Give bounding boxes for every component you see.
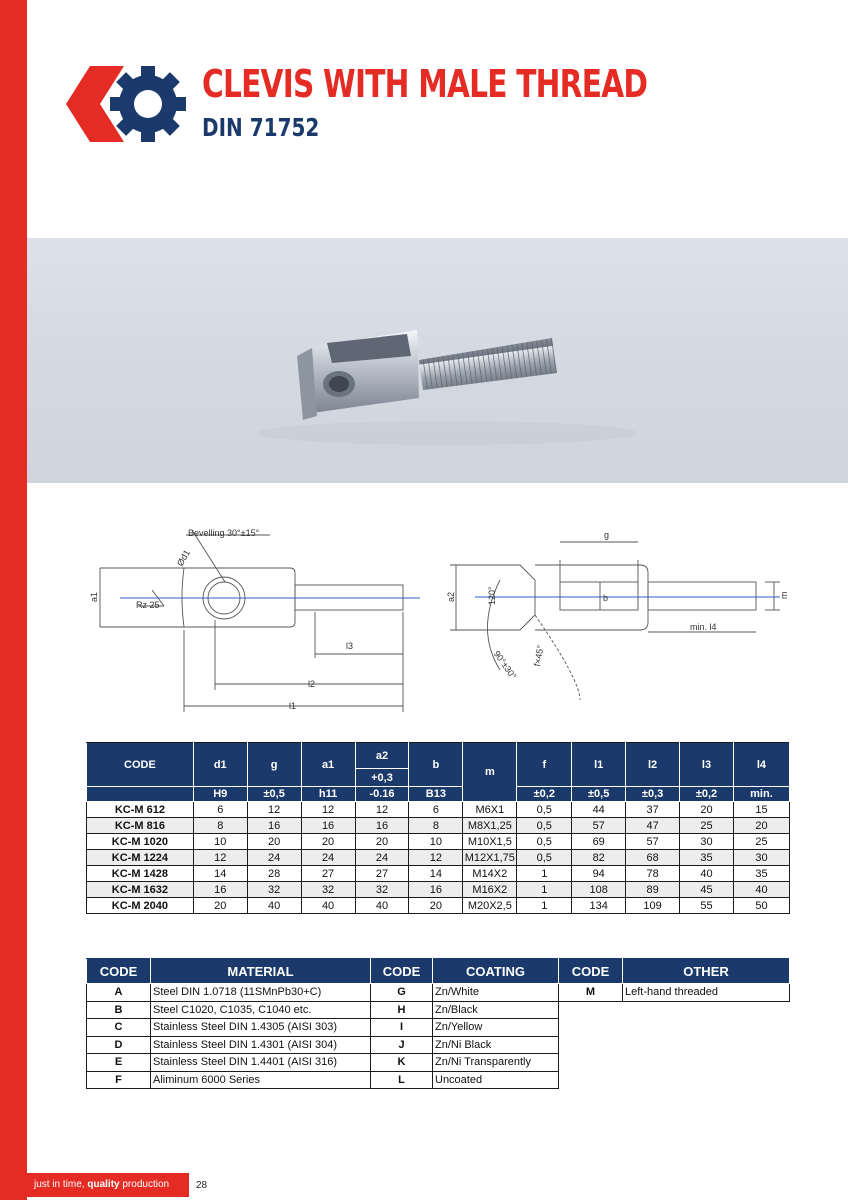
table-cell: 108 — [572, 882, 626, 898]
label-90: 90°±30° — [491, 648, 519, 681]
th-coating-code: CODE — [371, 959, 433, 984]
page-subtitle: DIN 71752 — [202, 113, 320, 142]
th-coating: COATING — [433, 959, 559, 984]
material-code: E — [87, 1054, 151, 1072]
table-cell: 30 — [733, 850, 789, 866]
material-code: A — [87, 984, 151, 1002]
table-cell: M8X1,25 — [463, 818, 517, 834]
table-cell: 16 — [247, 818, 301, 834]
table-cell: 16 — [409, 882, 463, 898]
table-cell: 109 — [626, 898, 680, 914]
table-cell: M14X2 — [463, 866, 517, 882]
table-row — [87, 850, 790, 866]
coating-name: Uncoated — [433, 1071, 559, 1089]
coating-code: H — [371, 1001, 433, 1019]
th-tol-code — [87, 787, 194, 802]
coating-name: Zn/Yellow — [433, 1019, 559, 1037]
label-g: g — [604, 530, 610, 540]
table-cell: 20 — [301, 834, 355, 850]
th-g: g — [247, 743, 301, 787]
table-cell: 40 — [355, 898, 409, 914]
coating-name: Zn/Black — [433, 1001, 559, 1019]
slogan-post: production — [119, 1179, 170, 1190]
table-cell: 44 — [572, 802, 626, 818]
table-cell: 25 — [733, 834, 789, 850]
material-name: Stainless Steel DIN 1.4401 (AISI 316) — [151, 1054, 371, 1072]
table-cell: 45 — [680, 882, 734, 898]
label-l3: l3 — [346, 641, 354, 651]
material-name: Aliminum 6000 Series — [151, 1071, 371, 1089]
table-cell: 12 — [409, 850, 463, 866]
material-code: F — [87, 1071, 151, 1089]
table-cell: 0,5 — [517, 818, 572, 834]
table-cell: 68 — [626, 850, 680, 866]
material-code: D — [87, 1036, 151, 1054]
label-a1: a1 — [89, 591, 99, 602]
table-cell: 12 — [193, 850, 247, 866]
table-cell: 15 — [733, 802, 789, 818]
empty-cell — [623, 1001, 790, 1019]
label-min-l4: min. l4 — [690, 622, 717, 632]
label-bevelling: Bevelling 30°±15° — [188, 528, 260, 538]
table-cell: 6 — [409, 802, 463, 818]
other-name: Left-hand threaded — [623, 984, 790, 1002]
table-cell: 20 — [247, 834, 301, 850]
table-cell: 35 — [733, 866, 789, 882]
material-code: C — [87, 1019, 151, 1037]
codes-table — [86, 958, 790, 1089]
empty-cell — [623, 1054, 790, 1072]
row-code: KC-M 1020 — [87, 834, 194, 850]
table-cell: M12X1,75 — [464, 851, 515, 864]
th-material-code: CODE — [87, 959, 151, 984]
table-cell: 57 — [626, 834, 680, 850]
material-name: Steel DIN 1.0718 (11SMnPb30+C) — [151, 984, 371, 1002]
table-cell: 40 — [733, 882, 789, 898]
table-cell: 78 — [626, 866, 680, 882]
table-cell: 0,5 — [517, 802, 572, 818]
table-cell: 0,5 — [517, 834, 572, 850]
table-cell: 16 — [355, 818, 409, 834]
empty-cell — [559, 1071, 623, 1089]
empty-cell — [559, 1036, 623, 1054]
table-cell: M16X2 — [463, 882, 517, 898]
th-a2: a2 — [355, 743, 409, 769]
th-l1: l1 — [572, 743, 626, 787]
table-cell: 14 — [409, 866, 463, 882]
table-cell: 32 — [355, 882, 409, 898]
table-cell: 16 — [301, 818, 355, 834]
label-fk45: f×45° — [532, 644, 546, 668]
material-code: B — [87, 1001, 151, 1019]
product-photo — [27, 238, 848, 483]
tol-l1: ±0,5 — [572, 787, 626, 802]
gear-logo-icon — [66, 64, 190, 144]
table-cell: 10 — [193, 834, 247, 850]
table-cell: 1 — [517, 866, 572, 882]
table-cell: 8 — [193, 818, 247, 834]
row-code: KC-M 1428 — [87, 866, 194, 882]
coating-code: J — [371, 1036, 433, 1054]
th-a1: a1 — [301, 743, 355, 787]
table-row — [87, 802, 790, 818]
other-code: M — [559, 984, 623, 1002]
table-row — [87, 898, 790, 914]
empty-cell — [559, 1054, 623, 1072]
table-row — [87, 866, 790, 882]
tol-b: B13 — [409, 787, 463, 802]
table-cell: 24 — [247, 850, 301, 866]
table-row — [87, 882, 790, 898]
coating-code: L — [371, 1071, 433, 1089]
table-cell: 94 — [572, 866, 626, 882]
table-cell: M10X1,5 — [463, 834, 517, 850]
codes-row — [87, 1071, 790, 1089]
technical-drawing — [80, 520, 800, 725]
table-cell: 20 — [733, 818, 789, 834]
material-name: Stainless Steel DIN 1.4301 (AISI 304) — [151, 1036, 371, 1054]
tol-l2: ±0,3 — [626, 787, 680, 802]
table-cell: 0,5 — [517, 850, 572, 866]
codes-row — [87, 984, 790, 1002]
table-cell: 40 — [680, 866, 734, 882]
tol-d1: H9 — [193, 787, 247, 802]
label-a2: a2 — [446, 591, 456, 602]
label-120: 120° — [487, 586, 497, 605]
th-l3: l3 — [680, 743, 734, 787]
table-cell: M6X1 — [463, 802, 517, 818]
tol-a1: h11 — [301, 787, 355, 802]
table-row — [87, 818, 790, 834]
material-name: Stainless Steel DIN 1.4305 (AISI 303) — [151, 1019, 371, 1037]
tol-g: ±0,5 — [247, 787, 301, 802]
coating-code: I — [371, 1019, 433, 1037]
dimensions-table — [86, 742, 790, 914]
table-cell: 1 — [517, 898, 572, 914]
coating-code: K — [371, 1054, 433, 1072]
codes-row — [87, 1001, 790, 1019]
page-title: CLEVIS WITH MALE THREAD — [202, 62, 648, 106]
table-cell: 20 — [355, 834, 409, 850]
table-cell: 8 — [409, 818, 463, 834]
table-cell: 1 — [517, 882, 572, 898]
coating-code: G — [371, 984, 433, 1002]
th-code: CODE — [87, 743, 194, 787]
table-cell: 28 — [247, 866, 301, 882]
tol-a2: -0.16 — [355, 787, 409, 802]
empty-cell — [623, 1036, 790, 1054]
tol-l4: min. — [733, 787, 789, 802]
slogan-pre: just in time, — [34, 1179, 88, 1190]
tol-l3: ±0,2 — [680, 787, 734, 802]
table-cell: 10 — [409, 834, 463, 850]
table-cell: 32 — [247, 882, 301, 898]
table-cell: 12 — [301, 802, 355, 818]
table-cell: 25 — [680, 818, 734, 834]
table-cell: 37 — [626, 802, 680, 818]
th-other-code: CODE — [559, 959, 623, 984]
empty-cell — [559, 1001, 623, 1019]
label-b: b — [603, 593, 609, 603]
table-cell: 12 — [247, 802, 301, 818]
table-cell: 27 — [301, 866, 355, 882]
coating-name: Zn/Ni Transparently — [433, 1054, 559, 1072]
table-cell: 24 — [355, 850, 409, 866]
empty-cell — [623, 1071, 790, 1089]
th-material: MATERIAL — [151, 959, 371, 984]
table-cell: 16 — [193, 882, 247, 898]
label-m: m — [779, 591, 789, 599]
tol-f: ±0,2 — [517, 787, 572, 802]
codes-row — [87, 1019, 790, 1037]
table-cell: 12 — [355, 802, 409, 818]
row-code: KC-M 1224 — [87, 850, 194, 866]
table-cell: 30 — [680, 834, 734, 850]
material-name: Steel C1020, C1035, C1040 etc. — [151, 1001, 371, 1019]
table-cell: 50 — [733, 898, 789, 914]
coating-name: Zn/Ni Black — [433, 1036, 559, 1054]
label-l1: l1 — [289, 701, 297, 711]
table-cell: 40 — [301, 898, 355, 914]
side-accent-bar — [0, 0, 27, 1200]
table-cell: 14 — [193, 866, 247, 882]
row-code: KC-M 816 — [87, 818, 194, 834]
table-cell: 47 — [626, 818, 680, 834]
empty-cell — [623, 1019, 790, 1037]
row-code: KC-M 2040 — [87, 898, 194, 914]
th-l4: l4 — [733, 743, 789, 787]
th-f: f — [517, 743, 572, 787]
th-a2-tol: +0,3 — [355, 769, 409, 787]
codes-row — [87, 1036, 790, 1054]
empty-cell — [559, 1019, 623, 1037]
table-cell: 20 — [409, 898, 463, 914]
row-code: KC-M 1632 — [87, 882, 194, 898]
th-m: m — [463, 743, 517, 802]
th-other: OTHER — [623, 959, 790, 984]
slogan-bold: quality — [87, 1179, 120, 1190]
table-cell: 57 — [572, 818, 626, 834]
table-cell: 20 — [680, 802, 734, 818]
table-cell: 6 — [193, 802, 247, 818]
row-code: KC-M 612 — [87, 802, 194, 818]
footer-slogan — [27, 1173, 189, 1197]
table-cell: 20 — [193, 898, 247, 914]
label-rz: Rz 25 — [136, 600, 160, 610]
th-l2: l2 — [626, 743, 680, 787]
label-d1: Ød1 — [174, 548, 193, 568]
table-cell: M20X2,5 — [463, 898, 517, 914]
table-cell: 40 — [247, 898, 301, 914]
th-b: b — [409, 743, 463, 787]
page-number: 28 — [196, 1180, 208, 1191]
th-d1: d1 — [193, 743, 247, 787]
table-cell: 35 — [680, 850, 734, 866]
table-cell: 69 — [572, 834, 626, 850]
table-cell: 89 — [626, 882, 680, 898]
codes-row — [87, 1054, 790, 1072]
table-cell: 55 — [680, 898, 734, 914]
table-row — [87, 834, 790, 850]
table-cell: 24 — [301, 850, 355, 866]
label-l2: l2 — [308, 679, 316, 689]
table-cell: 134 — [572, 898, 626, 914]
table-cell: 27 — [355, 866, 409, 882]
coating-name: Zn/White — [433, 984, 559, 1002]
table-cell: 82 — [572, 850, 626, 866]
table-cell: 32 — [301, 882, 355, 898]
